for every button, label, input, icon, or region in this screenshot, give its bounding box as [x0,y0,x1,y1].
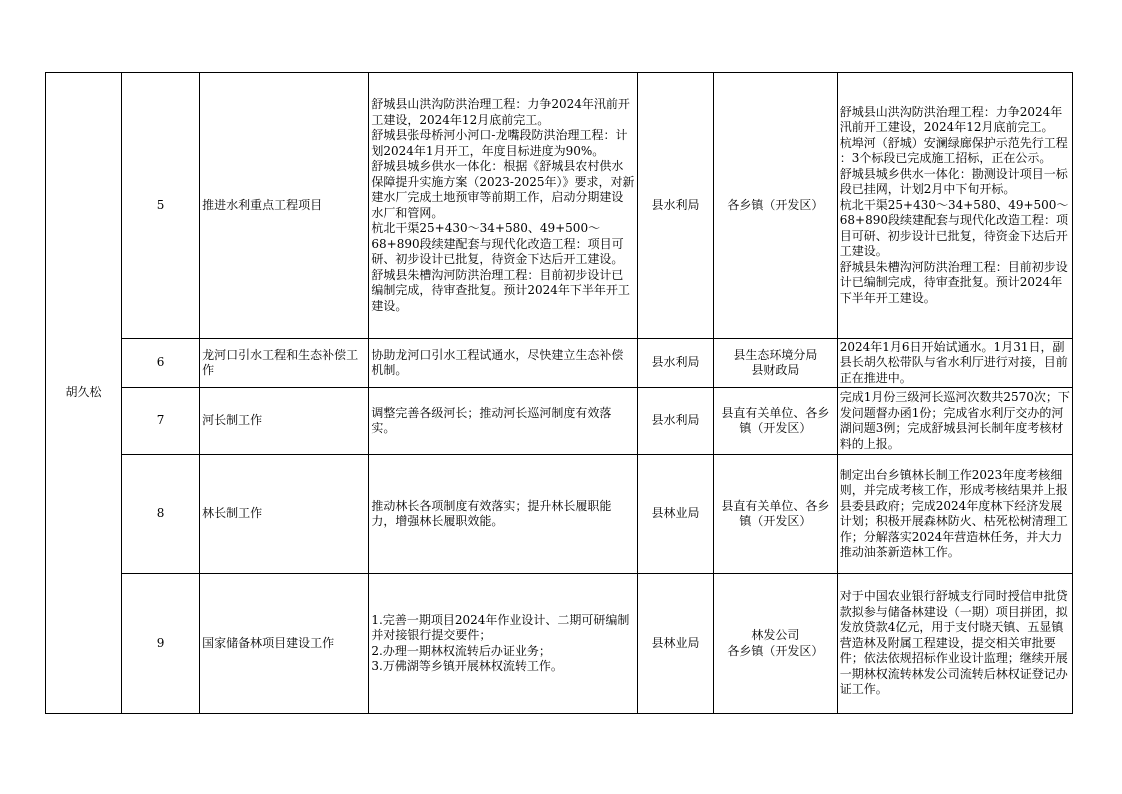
task-goal: 1.完善一期项目2024年作业设计、二期可研编制并对接银行提交要件； 2.办理一期林权流转后办证业务； 3.万佛湖等乡镇开展林权流转工作。 [369,574,638,714]
table-row [46,574,1073,714]
row-number: 7 [122,388,200,455]
cooperating-units: 林发公司 各乡镇（开发区） [714,574,838,714]
row-number: 5 [122,73,200,339]
task-name: 龙河口引水工程和生态补偿工作 [200,339,369,388]
row-number: 6 [122,339,200,388]
task-name: 国家储备林项目建设工作 [200,574,369,714]
cooperating-units: 县直有关单位、各乡镇（开发区） [714,388,838,455]
task-goal: 舒城县山洪沟防洪治理工程：力争2024年汛前开工建设，2024年12月底前完工。 舒城县张母桥河小河口-龙嘴段防洪治理工程：计划2024年1月开工，年度目标进度为90%。 舒城县城乡供水一体化：根据《舒城县农村供水保障提升实施方案（2023-2025年）》要求，对新建水厂完成土地预审等前期工作，启动分期建设水厂和管网。 杭北干渠25+430～34+580、49+500～68+890段续建配套与现代化改造工程：项目可研、初步设计已批复，待资金下达后开工建设。 舒城县朱槽沟河防洪治理工程：目前初步设计已编制完成，待审查批复。预计2024年下半年开工建设。 [369,73,638,339]
table-row [46,388,1073,455]
lead-department: 县水利局 [638,388,714,455]
task-name: 推进水利重点工程项目 [200,73,369,339]
task-name: 河长制工作 [200,388,369,455]
lead-department: 县水利局 [638,73,714,339]
lead-department: 县林业局 [638,574,714,714]
progress-status: 2024年1月6日开始试通水。1月31日，副县长胡久松带队与省水利厅进行对接，目前正在推进中。 [837,339,1072,388]
task-goal: 协助龙河口引水工程试通水，尽快建立生态补偿机制。 [369,339,638,388]
table-row [46,455,1073,574]
lead-department: 县林业局 [638,455,714,574]
row-number: 9 [122,574,200,714]
progress-status: 完成1月份三级河长巡河次数共2570次；下发问题督办函1份；完成省水利厅交办的河湖问题3例；完成舒城县河长制年度考核材料的上报。 [837,388,1072,455]
cooperating-units: 各乡镇（开发区） [714,73,838,339]
table-row [46,339,1073,388]
task-goal: 推动林长各项制度有效落实；提升林长履职能力，增强林长履职效能。 [369,455,638,574]
row-number: 8 [122,455,200,574]
task-name: 林长制工作 [200,455,369,574]
cooperating-units: 县生态环境分局 县财政局 [714,339,838,388]
table-row [46,73,1073,339]
work-task-table [45,72,1073,714]
progress-status: 对于中国农业银行舒城支行同时授信申批贷款拟参与储备林建设（一期）项目拼团，拟发放贷款4亿元，用于支付晓天镇、五显镇营造林及附属工程建设，提交相关审批要件；依法依规招标作业设计监理；继续开展一期林权流转林发公司流转后林权证登记办证工作。 [837,574,1072,714]
cooperating-units: 县直有关单位、各乡镇（开发区） [714,455,838,574]
lead-department: 县水利局 [638,339,714,388]
progress-status: 舒城县山洪沟防洪治理工程：力争2024年汛前开工建设，2024年12月底前完工。 杭埠河（舒城）安澜绿廊保护示范先行工程 ：3个标段已完成施工招标，正在公示。 舒城县城乡供水一体化：勘测设计项目一标段已挂网，计划2月中下旬开标。 杭北干渠25+430～34+580、49+500～68+890段续建配套与现代化改造工程：项目可研、初步设计已批复，待资金下达后开工建设。 舒城县朱槽沟河防洪治理工程：目前初步设计已编制完成，待审查批复。预计2024年下半年开工建设。 [837,73,1072,339]
responsible-leader-cell: 胡久松 [46,73,122,714]
task-goal: 调整完善各级河长；推动河长巡河制度有效落实。 [369,388,638,455]
progress-status: 制定出台乡镇林长制工作2023年度考核细则，并完成考核工作，形成考核结果并上报县委县政府；完成2024年度林下经济发展计划；积极开展森林防火、枯死松树清理工作；分解落实2024年营造林任务，并大力推动油茶新造林工作。 [837,455,1072,574]
